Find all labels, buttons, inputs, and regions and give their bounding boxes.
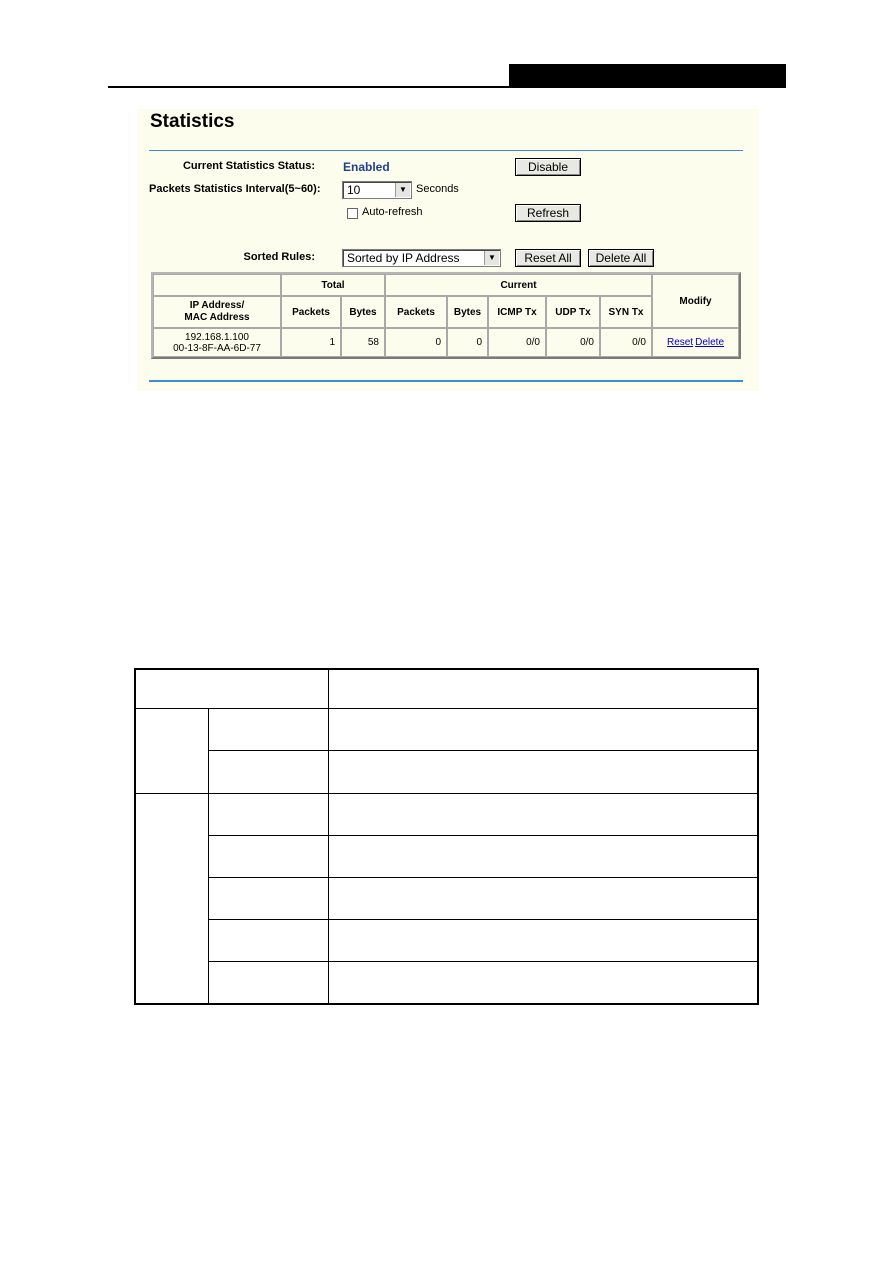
desc-group-current <box>135 793 209 1004</box>
desc-cell <box>328 750 758 794</box>
col-total-packets: Packets <box>281 296 341 328</box>
document-header-bar <box>509 64 786 88</box>
row-syn-tx: 0/0 <box>600 328 652 357</box>
col-current-bytes: Bytes <box>447 296 488 328</box>
col-icmp-tx: ICMP Tx <box>488 296 546 328</box>
bottom-divider <box>149 380 743 382</box>
table-row-ip-mac <box>153 328 281 357</box>
status-label: Current Statistics Status: <box>182 160 315 172</box>
desc-cell <box>208 919 329 962</box>
row-total-packets: 1 <box>281 328 341 357</box>
desc-header-description <box>328 669 758 709</box>
desc-cell <box>208 877 329 920</box>
col-current-packets: Packets <box>385 296 447 328</box>
desc-cell <box>328 877 758 920</box>
total-header: Total <box>281 274 385 296</box>
page-title: Statistics <box>150 111 235 132</box>
description-table <box>134 668 759 1005</box>
desc-cell <box>328 919 758 962</box>
interval-select[interactable] <box>342 181 412 199</box>
row-udp-tx: 0/0 <box>546 328 600 357</box>
row-total-bytes: 58 <box>341 328 385 357</box>
desc-header-item <box>135 669 329 709</box>
delete-all-button[interactable]: Delete All <box>588 249 654 267</box>
ip-mac-header: IP Address/ MAC Address <box>153 296 281 328</box>
sorted-rules-select[interactable] <box>342 249 501 267</box>
status-value: Enabled <box>343 160 390 174</box>
chevron-down-icon: ▼ <box>484 251 499 265</box>
row-mac-address: 00-13-8F-AA-6D-77 <box>173 342 261 354</box>
refresh-button[interactable]: Refresh <box>515 204 581 222</box>
desc-cell <box>328 793 758 836</box>
auto-refresh-checkbox[interactable] <box>347 208 358 219</box>
statistics-panel <box>137 109 759 391</box>
row-modify-cell <box>652 328 739 357</box>
desc-cell <box>328 961 758 1004</box>
title-divider <box>149 150 743 151</box>
current-header: Current <box>385 274 652 296</box>
row-icmp-tx: 0/0 <box>488 328 546 357</box>
desc-cell <box>208 708 329 751</box>
col-total-bytes: Bytes <box>341 296 385 328</box>
desc-group-total <box>135 708 209 794</box>
desc-cell <box>208 961 329 1004</box>
col-syn-tx: SYN Tx <box>600 296 652 328</box>
desc-cell <box>208 793 329 836</box>
chevron-down-icon: ▼ <box>395 183 410 197</box>
statistics-table <box>151 272 741 359</box>
col-udp-tx: UDP Tx <box>546 296 600 328</box>
row-delete-link[interactable]: Delete <box>695 337 725 348</box>
interval-label: Packets Statistics Interval(5~60): <box>149 183 321 195</box>
row-current-bytes: 0 <box>447 328 488 357</box>
desc-cell <box>328 708 758 751</box>
row-reset-link[interactable]: Reset <box>666 337 694 348</box>
sorted-rules-label: Sorted Rules: <box>243 251 315 263</box>
row-ip-address: 192.168.1.100 <box>185 331 249 343</box>
interval-select-value: 10 <box>347 183 361 197</box>
desc-cell <box>208 835 329 878</box>
desc-cell <box>328 835 758 878</box>
modify-header: Modify <box>652 274 739 328</box>
document-header-rule <box>108 86 786 88</box>
disable-button[interactable]: Disable <box>515 158 581 176</box>
auto-refresh-label: Auto-refresh <box>362 206 423 218</box>
desc-cell <box>208 750 329 794</box>
reset-all-button[interactable]: Reset All <box>515 249 581 267</box>
row-current-packets: 0 <box>385 328 447 357</box>
sorted-rules-select-value: Sorted by IP Address <box>347 251 460 265</box>
interval-unit: Seconds <box>416 183 459 195</box>
table-corner-cell <box>153 274 281 296</box>
